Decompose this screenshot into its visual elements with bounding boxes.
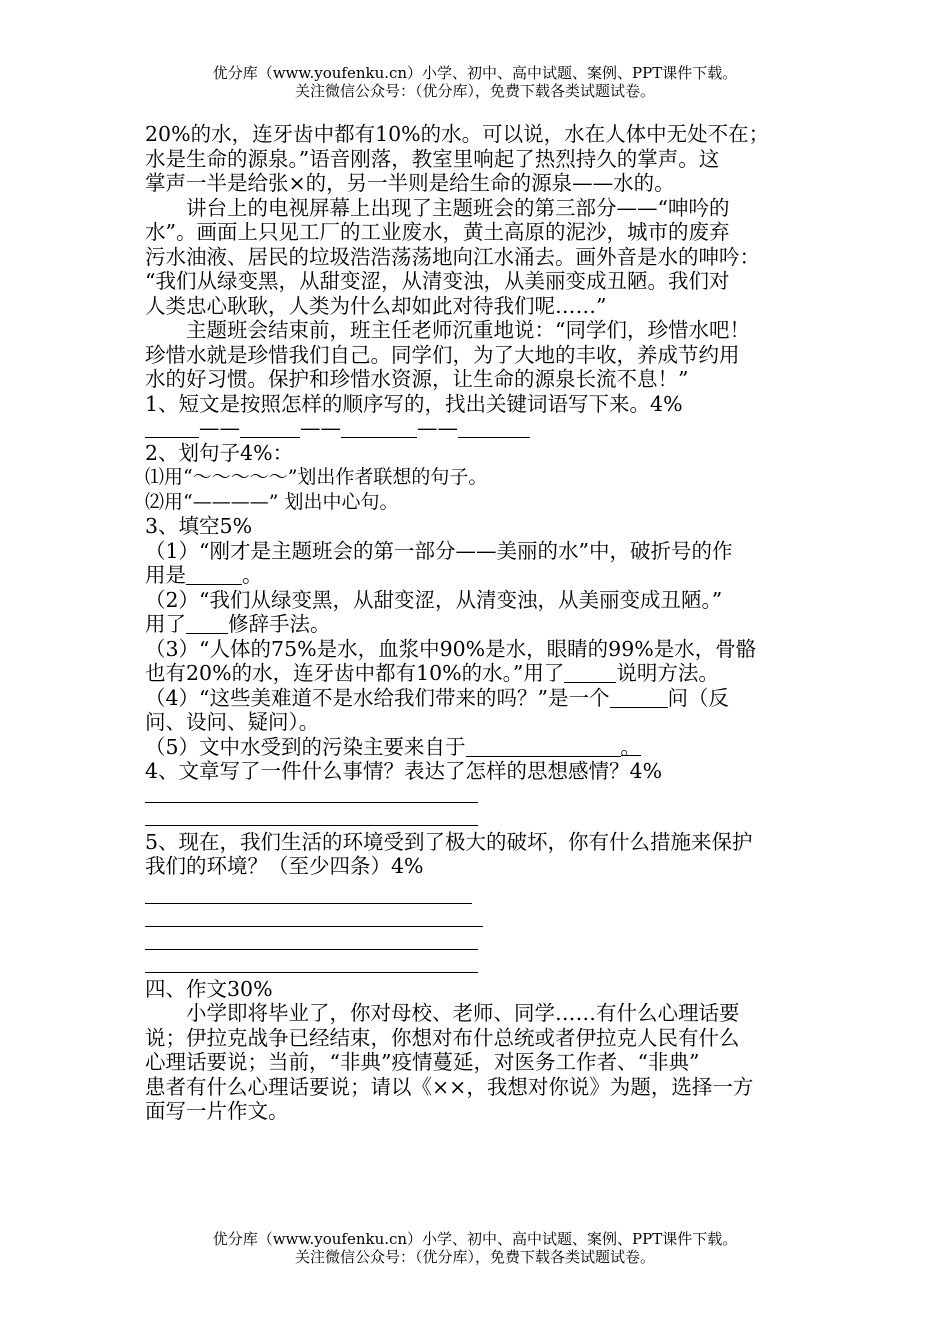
fill-prefix: 用是 xyxy=(145,563,186,587)
fill-prefix: （5）文中水受到的污染主要来自于 xyxy=(145,734,466,759)
question-3-item-4 xyxy=(145,686,815,711)
passage-line: 人类忠心耿耿，人类为什么却如此对待我们呢……” xyxy=(145,293,607,318)
footer-line-1: 优分库（www.youfenku.cn）小学、初中、高中试题、案例、PPT课件下载。 xyxy=(212,1230,738,1248)
fill-blank-method[interactable] xyxy=(564,662,616,683)
answer-blank-4[interactable] xyxy=(458,417,530,438)
passage-line: 水的好习惯。保护和珍惜水资源，让生命的源泉长流不息！” xyxy=(145,367,689,391)
composition-title: 四、作文30% xyxy=(145,976,273,1001)
fill-blank-question-type[interactable] xyxy=(610,687,668,708)
passage-line: 水”。画面上只见工厂的工业废水，黄土高原的泥沙，城市的废弃 xyxy=(145,220,730,244)
fill-suffix: 问（反 xyxy=(667,685,730,710)
fill-suffix: 修辞手法。 xyxy=(228,612,331,636)
question-4-text: 4、文章写了一件什么事情？表达了怎样的思想感情？4% xyxy=(145,759,663,783)
passage-line: 主题班会结束前，班主任老师沉重地说：“同学们，珍惜水吧！ xyxy=(145,318,750,342)
answer-blank-1[interactable] xyxy=(145,417,199,438)
question-3-title: 3、填空5% xyxy=(145,514,253,538)
question-1-answer-row xyxy=(145,416,815,441)
header-line-2: 关注微信公众号：（优分库），免费下载各类试题试卷。 xyxy=(294,82,655,100)
passage-line: 20%的水，连牙齿中都有10%的水。可以说，水在人体中无处不在； xyxy=(145,122,770,146)
page-header xyxy=(0,64,950,100)
question-1-text: 1、短文是按照怎样的顺序写的，找出关键词语写下来。4% xyxy=(145,391,683,416)
passage-line: 水是生命的源泉。”语音刚落，教室里响起了热烈持久的掌声。这 xyxy=(145,146,720,171)
header-line-1: 优分库（www.youfenku.cn）小学、初中、高中试题、案例、PPT课件下载。 xyxy=(212,64,738,82)
dash-separator: —— xyxy=(300,416,341,440)
answer-line[interactable] xyxy=(145,908,815,931)
answer-line[interactable] xyxy=(145,954,815,977)
composition-line: 面写一片作文。 xyxy=(145,1099,289,1123)
answer-line[interactable] xyxy=(145,885,815,908)
passage-line: 珍惜水就是珍惜我们自己。同学们，为了大地的丰收，养成节约用 xyxy=(145,342,740,367)
fill-suffix: 说明方法。 xyxy=(616,661,719,685)
fill-suffix: 。 xyxy=(620,734,642,759)
answer-line[interactable] xyxy=(145,931,815,954)
passage-line: “我们从绿变黑，从甜变涩，从清变浊，从美丽变成丑陋。我们对 xyxy=(145,269,730,293)
fill-blank-rhetoric[interactable] xyxy=(186,613,228,634)
question-3-item-4-cont: 问、设问、疑问）。 xyxy=(145,710,320,734)
question-2-item: ⑴用“～～～～～”划出作者联想的句子。 xyxy=(145,466,488,488)
composition-line: 患者有什么心理话要说；请以《××，我想对你说》为题，选择一方 xyxy=(145,1074,754,1099)
fill-prefix: （4）“这些美难道不是水给我们带来的吗？”是一个 xyxy=(145,685,610,710)
dash-separator: —— xyxy=(199,416,240,440)
question-3-item-5 xyxy=(145,735,815,760)
question-2-item: ⑵用“————” 划出中心句。 xyxy=(145,490,399,513)
answer-blank-3[interactable] xyxy=(341,417,417,438)
composition-line: 说；伊拉克战争已经结束，你想对布什总统或者伊拉克人民有什么 xyxy=(145,1025,740,1050)
composition-line: 心理话要说；当前，“非典”疫情蔓延，对医务工作者、“非典” xyxy=(145,1050,700,1074)
question-3-item-1: （1）“刚才是主题班会的第一部分——美丽的水”中，破折号的作 xyxy=(145,538,733,563)
answer-blank-2[interactable] xyxy=(240,417,300,438)
question-3-item-2: （2）“我们从绿变黑，从甜变涩，从清变浊，从美丽变成丑陋。” xyxy=(145,587,723,612)
fill-prefix: 也有20%的水，连牙齿中都有10%的水。”用了 xyxy=(145,661,565,685)
document-body xyxy=(145,122,815,1124)
page-footer xyxy=(0,1230,950,1266)
dash-separator: —— xyxy=(417,416,458,440)
question-3-item-3: （3）“人体的75%是水，血浆中90%是水，眼睛的99%是水，骨骼 xyxy=(145,636,757,661)
passage-line: 掌声一半是给张×的，另一半则是给生命的源泉——水的。 xyxy=(145,171,675,195)
question-5-line-1: 5、现在，我们生活的环境受到了极大的破坏，你有什么措施来保护 xyxy=(145,829,753,854)
fill-blank-dash-use[interactable] xyxy=(186,564,242,585)
answer-line[interactable] xyxy=(145,784,815,807)
passage xyxy=(145,122,815,392)
fill-prefix: 用了 xyxy=(145,612,186,636)
question-3-item-2-cont xyxy=(145,612,815,637)
passage-line: 污水油液、居民的垃圾浩浩荡荡地向江水涌去。画外音是水的呻吟： xyxy=(145,244,760,269)
fill-suffix: 。 xyxy=(242,563,263,587)
answer-line[interactable] xyxy=(145,807,815,830)
question-5-line-2: 我们的环境？（至少四条）4% xyxy=(145,854,424,878)
passage-line: 讲台上的电视屏幕上出现了主题班会的第三部分——“呻吟的 xyxy=(145,195,730,220)
footer-line-2: 关注微信公众号：（优分库），免费下载各类试题试卷。 xyxy=(294,1248,655,1266)
composition-line: 小学即将毕业了，你对母校、老师、同学……有什么心理话要 xyxy=(145,1001,740,1025)
question-2-title: 2、划句子4%： xyxy=(145,440,294,465)
fill-blank-pollution-source[interactable] xyxy=(466,736,621,757)
question-3-item-3-cont xyxy=(145,661,815,686)
question-3-item-1-cont xyxy=(145,563,815,588)
